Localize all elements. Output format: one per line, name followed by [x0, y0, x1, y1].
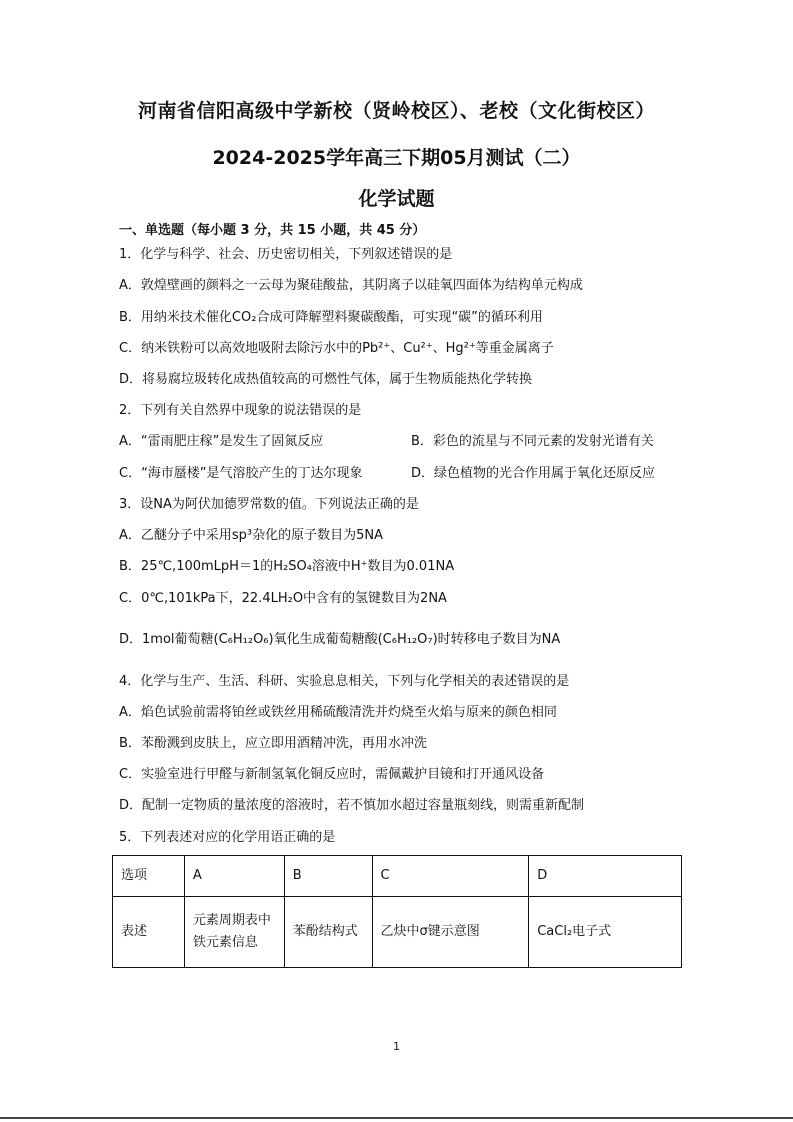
q5-table [112, 855, 682, 968]
q3-option-a: A．乙醚分子中采用sp³杂化的原子数目为5NA [119, 528, 384, 543]
q5-cell-b: 苯酚结构式 [284, 897, 372, 968]
subject-title: 化学试题 [358, 188, 435, 210]
q5-header-option: 选项 [113, 856, 185, 897]
page-bottom-divider [0, 1117, 793, 1119]
q2-option-b: B．彩色的流星与不同元素的发射光谱有关 [411, 434, 654, 449]
school-title: 河南省信阳高级中学新校（贤岭校区）、老校（文化街校区） [137, 100, 655, 122]
q3-option-d: D．1mol葡萄糖(C₆H₁₂O₆)氧化生成葡萄糖酸(C₆H₁₂O₇)时转移电子数目为NA [119, 632, 561, 647]
section-heading: 一、单选题（每小题 3 分，共 15 小题，共 45 分） [119, 223, 426, 238]
q1-stem: 1．化学与科学、社会、历史密切相关，下列叙述错误的是 [119, 247, 453, 262]
q5-table-row [113, 897, 682, 968]
q1-option-c: C．纳米铁粉可以高效地吸附去除污水中的Pb²⁺、Cu²⁺、Hg²⁺等重金属离子 [119, 341, 554, 356]
q4-stem: 4．化学与生产、生活、科研、实验息息相关，下列与化学相关的表述错误的是 [119, 674, 570, 689]
q5-header-b: B [284, 856, 372, 897]
q2-stem: 2．下列有关自然界中现象的说法错误的是 [119, 403, 362, 418]
q5-stem: 5．下列表述对应的化学用语正确的是 [119, 830, 336, 845]
q4-option-d: D．配制一定物质的量浓度的溶液时，若不慎加水超过容量瓶刻线，则需重新配制 [119, 798, 585, 813]
q4-option-c: C．实验室进行甲醛与新制氢氧化铜反应时，需佩戴护目镜和打开通风设备 [119, 767, 545, 782]
q5-cell-c: 乙炔中σ键示意图 [372, 897, 529, 968]
q2-option-d: D．绿色植物的光合作用属于氧化还原反应 [411, 466, 656, 481]
q5-header-d: D [529, 856, 682, 897]
q2-option-c: C．“海市蜃楼”是气溶胶产生的丁达尔现象 [119, 466, 363, 481]
q1-option-d: D．将易腐垃圾转化成热值较高的可燃性气体，属于生物质能热化学转换 [119, 372, 533, 387]
q1-option-a: A．敦煌壁画的颜料之一云母为聚硅酸盐，其阴离子以硅氧四面体为结构单元构成 [119, 278, 583, 293]
q3-option-c: C．0℃,101kPa下，22.4LH₂O中含有的氢键数目为2NA [119, 591, 447, 606]
q3-stem: 3．设NA为阿伏加德罗常数的值。下列说法正确的是 [119, 497, 419, 512]
q1-option-b: B．用纳米技术催化CO₂合成可降解塑料聚碳酸酯，可实现“碳”的循环利用 [119, 310, 543, 325]
q4-option-a: A．焰色试验前需将铂丝或铁丝用稀硫酸清洗并灼烧至火焰与原来的颜色相同 [119, 705, 557, 720]
q5-header-a: A [184, 856, 284, 897]
q5-table-header-row [113, 856, 682, 897]
q5-row-label: 表述 [113, 897, 185, 968]
q4-option-b: B．苯酚溅到皮肤上，应立即用酒精冲洗，再用水冲洗 [119, 736, 427, 751]
q3-option-b: B．25℃,100mLpH＝1的H₂SO₄溶液中H⁺数目为0.01NA [119, 559, 455, 574]
q5-header-c: C [372, 856, 529, 897]
page-number: 1 [393, 1040, 400, 1053]
q5-cell-d: CaCl₂电子式 [529, 897, 682, 968]
q5-cell-a: 元素周期表中铁元素信息 [184, 897, 284, 968]
exam-title: 2024-2025学年高三下期05月测试（二） [212, 147, 581, 169]
q2-option-a: A．“雷雨肥庄稼”是发生了固氮反应 [119, 434, 324, 449]
